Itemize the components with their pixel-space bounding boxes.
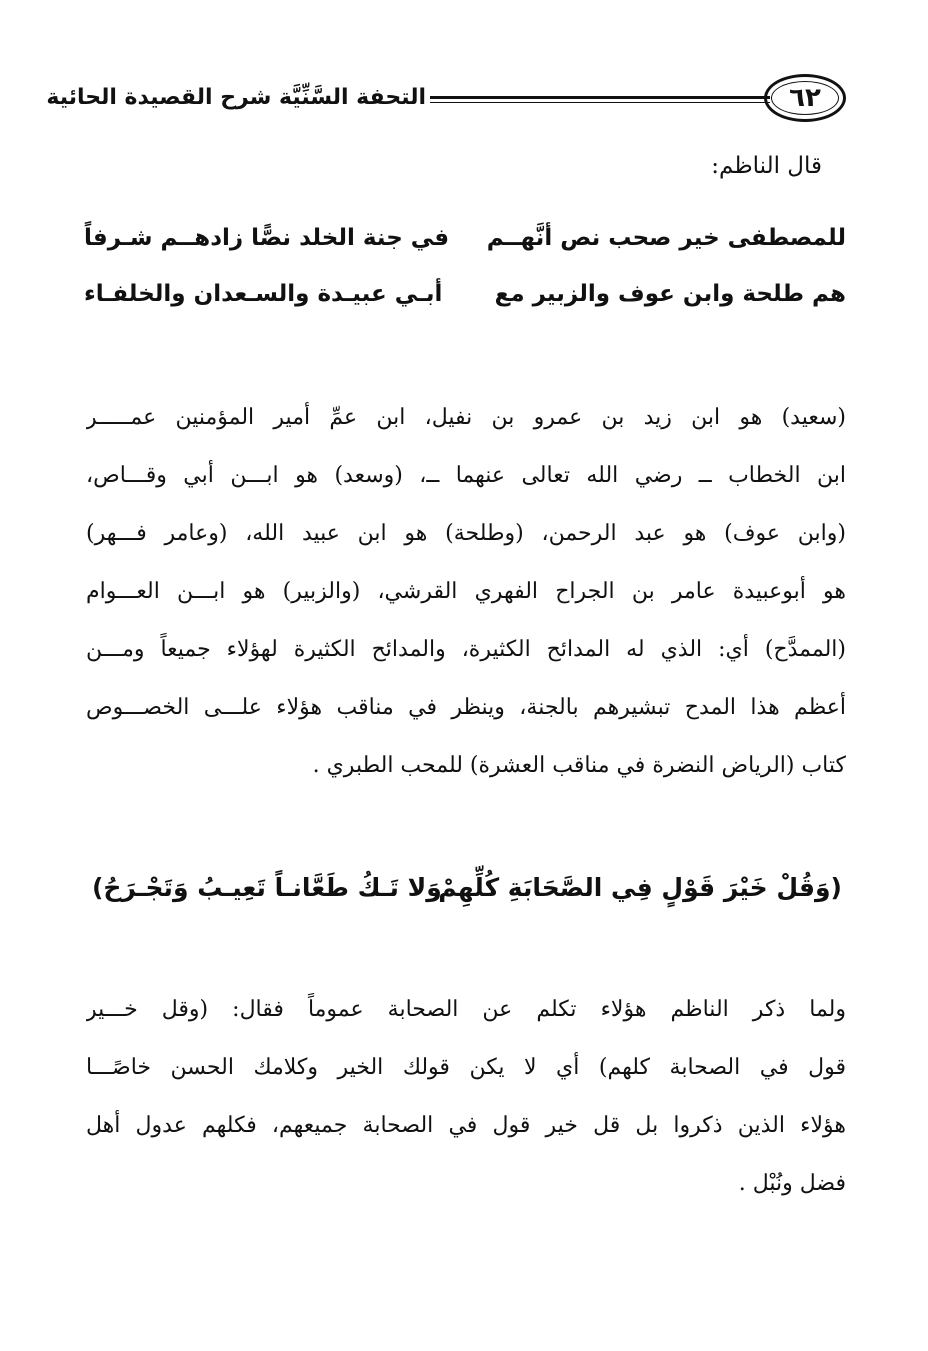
commentary-line: (وابن عوف) هو عبد الرحمن، (وطلحة) هو ابن عبيد الله، (وعامر فـــهر) xyxy=(86,521,846,546)
verse-second-hemistich: أبـي عبيـدة والسـعدان والخلفـاء xyxy=(84,281,443,307)
header-rule xyxy=(430,96,770,99)
header-rule-thin xyxy=(430,102,770,103)
verse-first-hemistich: للمصطفى خير صحب نص أنَّهــم xyxy=(486,225,846,251)
main-verse-second-hemistich: وَلا تَـكُ طَعَّانـاً تَعِيـبُ وَتَجْـرَحُ) xyxy=(92,873,442,902)
running-header-title: التحفة السَّنِّيَّة شرح القصيدة الحائية xyxy=(46,85,426,110)
commentary-line: فضل ونُبْل . xyxy=(738,1171,846,1196)
commentary-paragraph xyxy=(86,990,846,1222)
verse-second-hemistich: في جنة الخلد نصًّا زادهــم شـرفاً xyxy=(84,225,450,251)
commentary-line: ابن الخطاب ــ رضي الله تعالى عنهما ــ، (وسعد) هو ابـــن أبي وقـــاص، xyxy=(86,463,846,488)
commentary-line: كتاب (الرياض النضرة في مناقب العشرة) للمحب الطبري . xyxy=(312,753,846,778)
page-number-badge xyxy=(764,74,846,122)
commentary-line: أعظم هذا المدح تبشيرهم بالجنة، وينظر في مناقب هؤلاء علـــى الخصـــوص xyxy=(86,695,846,720)
poet-said-label: قال الناظم: xyxy=(711,153,822,179)
commentary-line: هؤلاء الذين ذكروا بل قل خير قول في الصحابة جميعهم، فكلهم عدول أهل xyxy=(86,1113,846,1138)
verse-first-hemistich: هم طلحة وابن عوف والزبير مع xyxy=(494,281,846,307)
main-verse xyxy=(92,866,842,914)
poem-verse xyxy=(84,218,846,262)
commentary-line: قول في الصحابة كلهم) أي لا يكن قولك الخير وكلامك الحسن خاصًـــا xyxy=(86,1055,846,1080)
commentary-line: (سعيد) هو ابن زيد بن عمرو بن نفيل، ابن عمِّ أمير المؤمنين عمـــــر xyxy=(86,405,846,430)
page-number: ٦٢ xyxy=(789,83,821,113)
commentary-line: ولما ذكر الناظم هؤلاء تكلم عن الصحابة عموماً فقال: (وقل خـــير xyxy=(86,997,846,1022)
commentary-line: (الممدَّح) أي: الذي له المدائح الكثيرة، والمدائح الكثيرة لهؤلاء جميعاً ومـــن xyxy=(86,637,846,662)
poem-verse xyxy=(84,274,846,318)
main-verse-first-hemistich: (وَقُلْ خَيْرَ قَوْلٍ فِي الصَّحَابَةِ كُلِّهِمْ xyxy=(438,873,842,902)
commentary-line: هو أبوعبيدة عامر بن الجراح الفهري القرشي، (والزبير) هو ابـــن العـــوام xyxy=(86,579,846,604)
commentary-paragraph xyxy=(86,398,846,804)
